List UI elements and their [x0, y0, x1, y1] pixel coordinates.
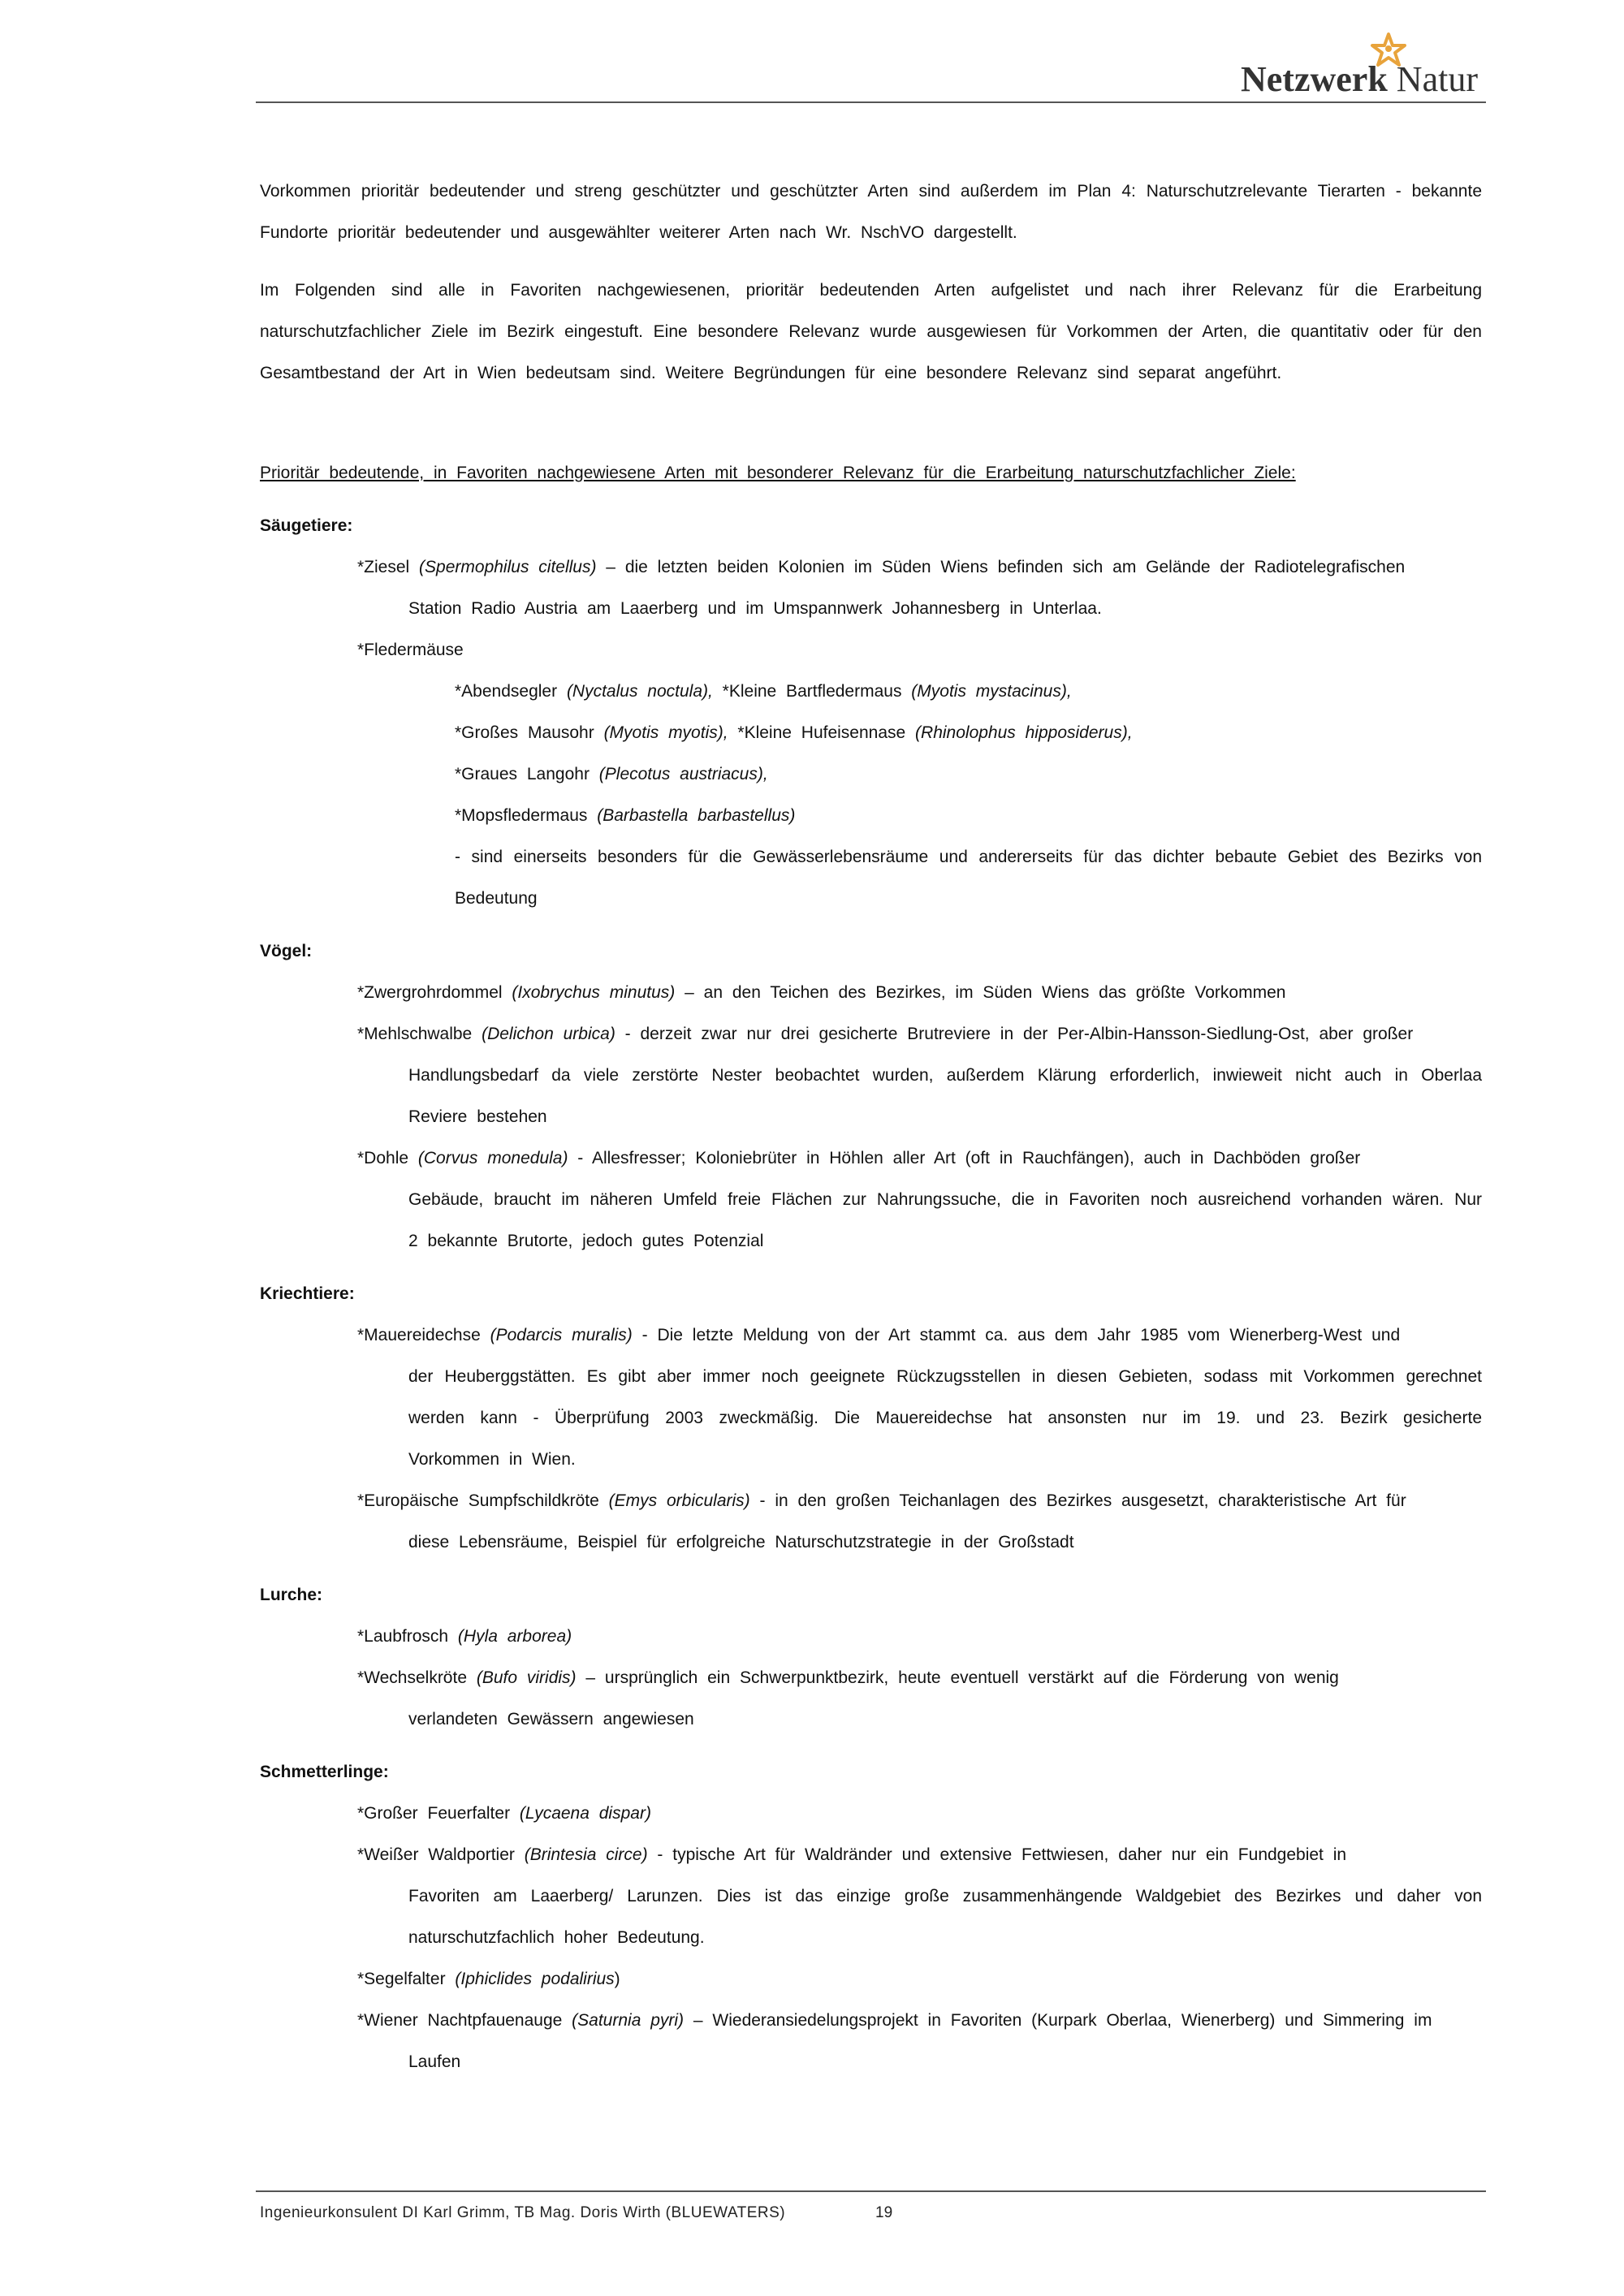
species-text: - in den großen Teichanlagen des Bezirkes ausgesetzt, charakteristische Art für: [749, 1491, 1406, 1510]
intro-paragraph-2: Im Folgenden sind alle in Favoriten nachgewiesenen, prioritär bedeutenden Arten aufgelistet und nach ihrer Relevanz für die Erarbeitung naturschutzfachlicher Ziele im Bezirk eingestuft. Eine besondere Relevanz wurde ausgewiesen für Vorkommen der Arten, die quantitativ oder für den Gesamtbestand der Art in Wien bedeutsam sind. Weitere Begründungen für eine besondere Relevanz sind separat angeführt.: [260, 281, 1482, 382]
species-entry: [260, 1013, 1482, 1137]
bats-note: - sind einerseits besonders für die Gewässerlebensräume und andererseits für das dichter bebaute Gebiet des Bezirks von Bedeutung: [455, 848, 1482, 908]
species-name: *Abendsegler: [455, 682, 567, 701]
page-header: [0, 0, 1624, 106]
species-text-continued: Favoriten am Laaerberg/ Larunzen. Dies ist das einzige große zusammenhängende Waldgebiet des Bezirkes und daher von naturschutzfachlich hoher Bedeutung.: [408, 1887, 1482, 1947]
bat-line: [260, 795, 1482, 836]
species-text-continued: diese Lebensräume, Beispiel für erfolgreiche Naturschutzstrategie in der Großstadt: [408, 1533, 1074, 1552]
species-name: *Zwergrohrdommel: [357, 983, 512, 1002]
species-latin: (Myotis mystacinus),: [911, 682, 1072, 701]
brand-name-part2: Natur: [1387, 59, 1478, 99]
species-name: *Mauereidechse: [357, 1326, 490, 1344]
species-latin: (Lycaena dispar): [519, 1804, 651, 1823]
species-latin: (Corvus monedula): [417, 1149, 568, 1167]
species-latin: (Hyla arborea): [457, 1627, 572, 1646]
species-text: – Wiederansiedelungsprojekt in Favoriten (Kurpark Oberlaa, Wienerberg) und Simmering im: [684, 2011, 1432, 2030]
species-entry: [260, 2000, 1482, 2082]
species-latin: (Delichon urbica): [482, 1025, 615, 1043]
species-name: *Wiener Nachtpfauenauge: [357, 2011, 572, 2030]
species-entry: [260, 1958, 1482, 2000]
species-text-continued: der Heuberggstätten. Es gibt aber immer noch geeignete Rückzugsstellen in diesen Gebieten, sodass mit Vorkommen gerechnet werden kann - Überprüfung 2003 zweckmäßig. Die Mauereidechse hat ansonsten nur im 19. und 23. Bezirk gesicherte Vorkommen in Wien.: [408, 1367, 1482, 1469]
species-name: *Mehlschwalbe: [357, 1025, 482, 1043]
species-name: *Kleine Bartfledermaus: [712, 682, 912, 701]
footer-rule: [256, 2190, 1486, 2192]
species-entry: [260, 1314, 1482, 1480]
species-name: *Wechselkröte: [357, 1668, 477, 1687]
section-heading: Prioritär bedeutende, in Favoriten nachgewiesene Arten mit besonderer Relevanz für die Erarbeitung naturschutzfachlicher Ziele:: [260, 464, 1296, 482]
footer-author: Ingenieurkonsulent DI Karl Grimm, TB Mag. Doris Wirth (BLUEWATERS): [260, 2204, 786, 2221]
species-name: *Ziesel: [357, 558, 410, 576]
intro-paragraph-1: Vorkommen prioritär bedeutender und streng geschützter und geschützter Arten sind außerdem im Plan 4: Naturschutzrelevante Tierarten - bekannte Fundorte prioritär bedeutender und ausgewählter weiterer Arten nach Wr. NschVO dargestellt.: [260, 182, 1482, 242]
species-latin: (Emys orbicularis): [608, 1491, 750, 1510]
species-latin: (Plecotus austriacus),: [598, 765, 768, 783]
species-latin: (Brintesia circe): [524, 1845, 648, 1864]
species-name: *Europäische Sumpfschildkröte: [357, 1491, 609, 1510]
species-text-continued: verlandeten Gewässern angewiesen: [408, 1710, 694, 1728]
species-text-continued: Handlungsbedarf da viele zerstörte Nester beobachtet wurden, außerdem Klärung erforderlich, inwieweit nicht auch in Oberlaa Reviere bestehen: [408, 1066, 1482, 1126]
category-heading-schmetterlinge: Schmetterlinge:: [260, 1763, 389, 1781]
species-text: – ursprünglich ein Schwerpunktbezirk, heute eventuell verstärkt auf die Förderung von wenig: [576, 1668, 1339, 1687]
species-group-fledermaeuse: *Fledermäuse: [357, 641, 464, 659]
species-latin: (Iphiclides podalirius: [455, 1970, 615, 1988]
species-latin: (Rhinolophus hipposiderus),: [915, 723, 1133, 742]
species-entry: [260, 972, 1482, 1013]
species-latin: (Podarcis muralis): [490, 1326, 633, 1344]
species-name: *Großer Feuerfalter: [357, 1804, 520, 1823]
species-entry: [260, 1834, 1482, 1958]
species-entry: [260, 1137, 1482, 1262]
species-text: - derzeit zwar nur drei gesicherte Brutreviere in der Per-Albin-Hansson-Siedlung-Ost, aber großer: [615, 1025, 1414, 1043]
species-text: - Die letzte Meldung von der Art stammt ca. aus dem Jahr 1985 vom Wienerberg-West und: [632, 1326, 1401, 1344]
header-rule: [256, 101, 1486, 103]
category-heading-lurche: Lurche:: [260, 1586, 323, 1604]
species-text-continued: Station Radio Austria am Laaerberg und im Umspannwerk Johannesberg in Unterlaa.: [408, 599, 1102, 618]
species-entry: [260, 546, 1482, 629]
category-heading-saeugetiere: Säugetiere:: [260, 516, 353, 535]
species-text-continued: Gebäude, braucht im näheren Umfeld freie Flächen zur Nahrungssuche, die in Favoriten noch ausreichend vorhanden wären. Nur 2 bekannte Brutorte, jedoch gutes Potenzial: [408, 1190, 1482, 1250]
brand-name-part1: Netzwerk: [1241, 59, 1388, 99]
category-heading-kriechtiere: Kriechtiere:: [260, 1284, 355, 1303]
bat-line: [260, 712, 1482, 753]
page-number: 19: [875, 2204, 893, 2221]
species-name: *Großes Mausohr: [455, 723, 604, 742]
species-entry: [260, 1657, 1482, 1740]
species-name: *Kleine Hufeisennase: [728, 723, 916, 742]
species-latin: (Barbastella barbastellus): [597, 806, 796, 825]
species-latin: (Spermophilus citellus): [419, 558, 597, 576]
bat-line: [260, 671, 1482, 712]
species-text-continued: Laufen: [408, 2052, 461, 2071]
species-latin: (Saturnia pyri): [572, 2011, 685, 2030]
species-name: *Graues Langohr: [455, 765, 599, 783]
species-name: *Laubfrosch: [357, 1627, 458, 1646]
page-body: [260, 170, 1482, 2082]
species-name: *Segelfalter: [357, 1970, 456, 1988]
species-latin: (Ixobrychus minutus): [512, 983, 676, 1002]
species-entry: [260, 1480, 1482, 1563]
brand-wordmark: [1241, 58, 1478, 100]
species-name: *Dohle: [357, 1149, 418, 1167]
category-heading-voegel: Vögel:: [260, 942, 313, 960]
species-latin: (Nyctalus noctula),: [566, 682, 713, 701]
species-text: ): [614, 1970, 620, 1988]
species-text: – die letzten beiden Kolonien im Süden Wiens befinden sich am Gelände der Radiotelegrafischen: [596, 558, 1406, 576]
species-latin: (Myotis myotis),: [603, 723, 728, 742]
species-text: – an den Teichen des Bezirkes, im Süden Wiens das größte Vorkommen: [675, 983, 1286, 1002]
species-latin: (Bufo viridis): [476, 1668, 577, 1687]
species-text: - Allesfresser; Koloniebrüter in Höhlen aller Art (oft in Rauchfängen), auch in Dachböden großer: [568, 1149, 1361, 1167]
species-name: *Mopsfledermaus: [455, 806, 598, 825]
bat-line: [260, 753, 1482, 795]
species-name: *Weißer Waldportier: [357, 1845, 525, 1864]
species-entry: [260, 1793, 1482, 1834]
species-entry: [260, 1616, 1482, 1657]
species-text: - typische Art für Waldränder und extensive Fettwiesen, daher nur ein Fundgebiet in: [647, 1845, 1347, 1864]
